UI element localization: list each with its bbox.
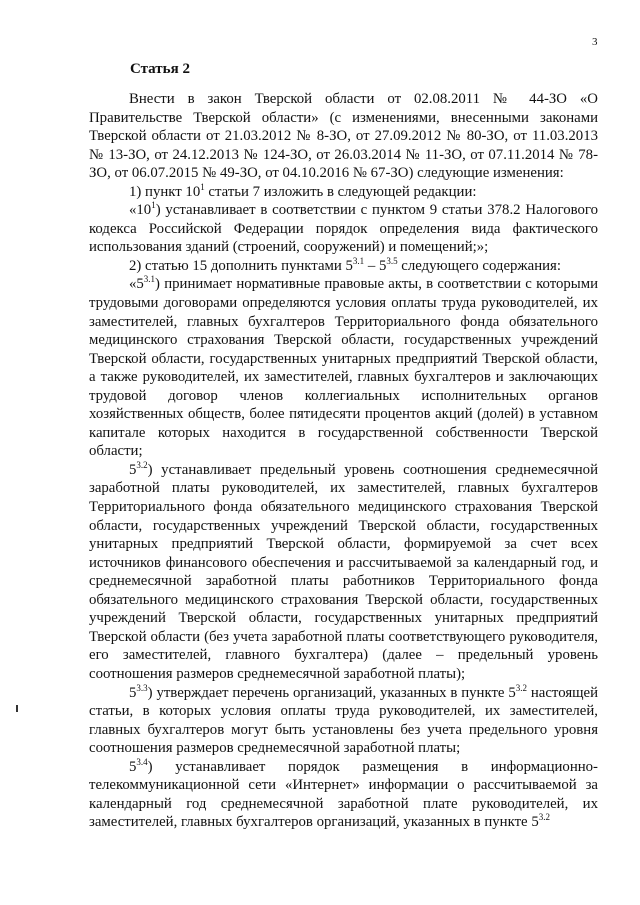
paragraph (89, 90, 598, 183)
paragraph (89, 758, 598, 832)
text-run: статьи 7 изложить в следующей редакции: (204, 183, 477, 200)
paragraph (89, 684, 598, 758)
text-run: 2) статью 15 дополнить пунктами 5 (129, 257, 353, 274)
superscript: 3.1 (352, 256, 365, 266)
paragraph (89, 275, 598, 460)
text-run: ) устанавливает в соответствии с пунктом 9 статьи 378.2 Налогового кодекса Российской Федерации порядок определения вида фактического использования зданий (строений, сооружений) и помещений;»; (89, 202, 598, 256)
text-run: Внести в закон Тверской области от 02.08.2011 № 44-ЗО «О Правительстве Тверской области» (с изменениями, внесенными законами Тверской области от 21.03.2012 № 8-ЗО, от 27.09.2012 № 80-ЗО, от 11.03.2013 № 13-ЗО, от 24.12.2013 № 124-ЗО, от 26.03.2014 № 11-ЗО, от 07.11.2014 № 78-ЗО, от 06.07.2015 № 49-ЗО, от 04.10.2016 № 67-ЗО) следующие изменения: (89, 91, 598, 182)
page-number: 3 (592, 36, 598, 48)
text-run: 5 (129, 461, 137, 478)
superscript: 3.2 (538, 812, 550, 823)
superscript: 1 (200, 181, 205, 192)
superscript: 3.5 (386, 256, 398, 266)
paragraph (89, 201, 598, 257)
superscript: 3.2 (136, 460, 148, 471)
text-run: ) утверждает перечень организаций, указанных в пункте 5 (147, 684, 516, 701)
text-run: 5 (129, 684, 137, 701)
text-run: – 5 (364, 257, 387, 274)
superscript: 1 (151, 200, 156, 211)
paragraph (89, 183, 598, 202)
text-run: 5 (129, 758, 137, 775)
article-heading: Статья 2 (130, 61, 190, 77)
text-run: «5 (129, 276, 144, 293)
paragraph (89, 257, 598, 276)
text-run: «10 (129, 202, 152, 219)
superscript: 3.3 (136, 682, 148, 693)
text-run: 1) пункт 10 (129, 183, 201, 200)
text-run: настоящей статьи, в которых условия оплаты труда руководителей, их заместителей, главных бухгалтеров могут быть установлены без учета предельного уровня соотношения размеров среднемесячной заработной платы; (89, 684, 599, 757)
text-run: ) устанавливает порядок размещения в информационно-телекоммуникационной сети «Интернет» информации о рассчитываемой за календарный год среднемесячной заработной плате руководителей, их заместителей, главных бухгалтеров организаций, указанных в пункте 5 (89, 758, 598, 831)
text-run: ) принимает нормативные правовые акты, в соответствии с которыми трудовыми договорами определяются условия оплаты труда руководителей, их заместителей, главных бухгалтеров Территориального фонда обязательного медицинского страхования Тверской области, государственных учреждений Тверской области, государственных унитарных предприятий Тверской области, а также руководителей, их заместителей, главных бухгалтеров и заключающих трудовой договор членов коллегиальных исполнительных органов хозяйственных обществ, более пятидесяти процентов акций (долей) в уставном капитале которых находится в государственной собственности Тверской области; (89, 276, 598, 460)
paragraph (89, 461, 598, 684)
margin-mark (16, 705, 18, 712)
text-run: ) устанавливает предельный уровень соотношения среднемесячной заработной платы руководителей, их заместителей, главных бухгалтеров Территориального фонда обязательного медицинского страхования Тверской области, государственных учреждений Тверской области, государственных унитарных предприятий Тверской области, формируемой за счет всех источников финансового обеспечения и рассчитываемой за календарный год, и среднемесячной заработной платы работников Территориального фонда обязательного медицинского страхования Тверской области, государственных учреждений Тверской области, государственных унитарных предприятий Тверской области (без учета заработной платы соответствующего руководителя, его заместителей, главного бухгалтера) (далее – предельный уровень соотношения размеров среднемесячной заработной платы); (89, 461, 598, 682)
text-run: следующего содержания: (397, 257, 561, 274)
superscript: 3.2 (515, 682, 528, 693)
article-body (89, 90, 598, 832)
superscript: 3.1 (143, 274, 156, 285)
superscript: 3.4 (136, 756, 148, 767)
